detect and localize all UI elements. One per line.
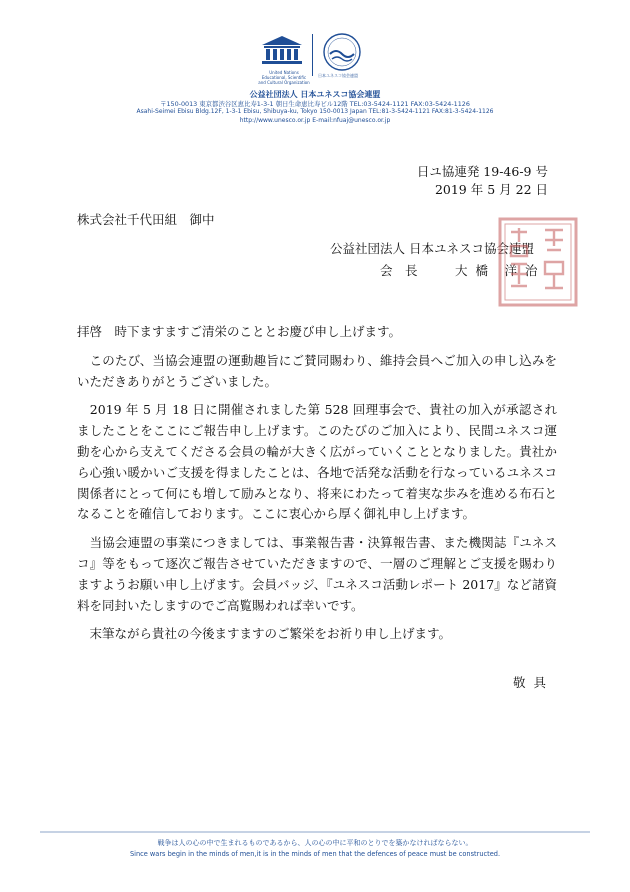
sender-title: 会 長 bbox=[380, 263, 418, 278]
official-seal-stamp bbox=[497, 216, 579, 308]
body-paragraph: 末筆ながら貴社の今後ますますのご繁栄をお祈り申し上げます。 bbox=[77, 626, 452, 642]
addressee: 株式会社千代田組 御中 bbox=[77, 212, 215, 227]
logo-divider bbox=[312, 34, 313, 76]
footer-motto-japanese: 戦争は人の心の中で生まれるものであるから、人の心の中に平和のとりでを築かなければならない。 bbox=[157, 839, 473, 847]
body-paragraph: 2019 年 5 月 18 日に開催されました第 528 回理事会で、貴社の加入が承認されましたことをここにご報告申し上げます。このたびのご加入により、民間ユネスコ運動を心から支えてくださる会員の輪が大きく広がっていくこととなりました。貴社から心強い暖かいご支援を得ましたことは、各地で活発な活動を行なっているユネスコ関係者にとって何にも増して励みとなり、将来にわたって着実な歩みを進める布石となることを確信しております。ここに衷心から厚く御礼申し上げます。 bbox=[77, 402, 557, 522]
unesco-org-text: United Nations Educational, Scientific and Cultural Organization bbox=[258, 70, 310, 85]
address-english: Asahi-Seimei Ebisu Bldg.12F, 1-3-1 Ebisu, Shibuya-ku, Tokyo 150-0013 Japan TEL:81-3-5424-1121 FAX:81-3-5424-1126 bbox=[136, 108, 494, 115]
organization-name: 公益社団法人 日本ユネスコ協会連盟 bbox=[249, 90, 381, 99]
web-email-line: http://www.unesco.or.jp E-mail:nfuaj@unesco.or.jp bbox=[239, 117, 391, 124]
footer-motto-english: Since wars begin in the minds of men,it is in the minds of men that the defences of peace must be constructed. bbox=[129, 850, 501, 858]
body-paragraph: このたび、当協会連盟の運動趣旨にご賛同賜わり、維持会員へご加入の申し込みをいただきありがとうございました。 bbox=[77, 352, 557, 389]
closing-keigu: 敬 具 bbox=[513, 675, 548, 690]
unesco-temple-logo bbox=[258, 34, 306, 66]
body-paragraph: 当協会連盟の事業につきましては、事業報告書・決算報告書、また機関誌『ユネスコ』等をもって逐次ご報告させていただきますので、一層のご理解とご支援を賜わりますようお願い申し上げます。会員バッジ、『ユネスコ活動レポート 2017』など諸資料を同封いたしますのでご高覧賜われば幸いです。 bbox=[77, 535, 557, 613]
national-federation-logo bbox=[322, 32, 362, 72]
greeting: 拝啓 時下ますますご清栄のこととお慶び申し上げます。 bbox=[77, 324, 402, 339]
document-number: 日ユ協連発 19-46-9 号 bbox=[416, 164, 548, 179]
address-japanese: 〒150-0013 東京都渋谷区恵比寿1-3-1 朝日生命恵比寿ビル12階 TEL:03-5424-1121 FAX:03-5424-1126 bbox=[160, 100, 470, 108]
footer-divider bbox=[0, 828, 630, 836]
sender-organization: 公益社団法人 日本ユネスコ協会連盟 bbox=[330, 241, 534, 256]
letter-body bbox=[77, 322, 557, 653]
federation-name-small: 日本ユネスコ協会連盟 bbox=[318, 73, 358, 78]
sender-name: 大 橋 洋 治 bbox=[455, 263, 540, 278]
document-date: 2019 年 5 月 22 日 bbox=[434, 182, 548, 197]
